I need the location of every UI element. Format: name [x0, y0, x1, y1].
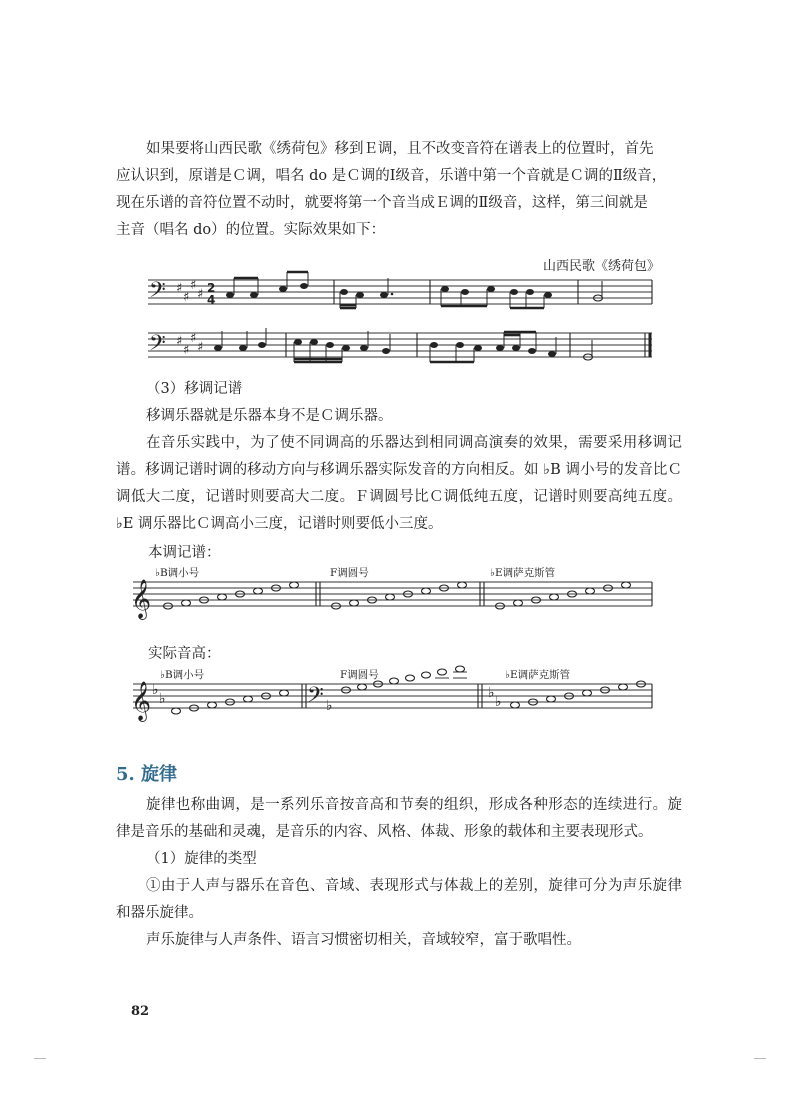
section5-p2: ①由于人声与器乐在音色、音域、表现形式与体裁上的差别，旋律可分为声乐旋律和器乐旋律。	[116, 878, 682, 921]
staff1-notes	[226, 272, 603, 308]
instrument-label: F调圆号	[330, 567, 369, 579]
treble-clef-icon: 𝄞	[131, 681, 152, 721]
instrument-label: ♭E调萨克斯管	[505, 669, 571, 681]
svg-text:♯: ♯	[190, 278, 197, 293]
section5-sub1: （1）旋律的类型	[146, 851, 257, 867]
instrument-label: ♭E调萨克斯管	[490, 567, 556, 579]
bass-clef-icon: 𝄢	[149, 278, 166, 308]
intro-line-4: 主音（唱名 do）的位置。实际效果如下：	[116, 222, 386, 238]
time-sig-bottom: 4	[207, 293, 216, 307]
svg-text:♯: ♯	[176, 281, 183, 296]
instrument-label: F调圆号	[340, 669, 379, 681]
svg-text:♭: ♭	[495, 694, 502, 710]
intro-line-3: 现在乐谱的音符位置不动时，就要将第一个音当成Ｅ调的Ⅱ级音，这样，第三间就是	[116, 195, 648, 211]
section3-title: （3）移调记谱	[146, 381, 243, 397]
actual-label: 实际音高：	[148, 646, 221, 662]
key-signature-sharps	[176, 278, 203, 358]
crop-mark	[754, 1058, 766, 1059]
svg-text:♭: ♭	[152, 682, 159, 698]
written-label: 本调记谱：	[148, 545, 221, 561]
intro-line-2: 应认识到，原谱是Ｃ调，唱名 do 是Ｃ调的Ⅰ级音，乐谱中第一个音就是Ｃ调的Ⅱ级音，	[116, 168, 667, 184]
svg-text:♭: ♭	[488, 685, 495, 701]
section5-heading: 5. 旋律	[116, 764, 178, 785]
section5-p1: 旋律也称曲调，是一系列乐音按音高和节奏的组织，形成各种形态的连续进行。旋律是音乐的基础和灵魂，是音乐的内容、风格、体裁、形象的载体和主要表现形式。	[116, 797, 682, 840]
bass-clef-icon: 𝄢	[307, 683, 324, 713]
svg-text:♯: ♯	[197, 287, 204, 302]
actual-pitch-staff	[0, 662, 800, 722]
time-sig-top: 2	[207, 281, 216, 295]
score-xiuhebao	[0, 270, 800, 380]
written-pitch-staff	[0, 560, 800, 620]
crop-mark	[34, 1058, 46, 1059]
svg-text:♯: ♯	[183, 343, 190, 358]
svg-text:♯: ♯	[190, 331, 197, 346]
written-scale-notes	[164, 582, 631, 609]
bass-clef-icon: 𝄢	[149, 331, 166, 361]
instrument-label: ♭B调小号	[155, 567, 200, 579]
svg-text:♭: ♭	[326, 698, 333, 714]
score-source-label: 山西民歌《绣荷包》	[542, 259, 660, 274]
page-number: 82	[131, 1004, 150, 1019]
intro-line-1: 如果要将山西民歌《绣荷包》移到Ｅ调，且不改变音符在谱表上的位置时，首先	[146, 141, 654, 157]
section3-p2: 在音乐实践中，为了使不同调高的乐器达到相同调高演奏的效果，需要采用移调记谱。移调记谱时调的移动方向与移调乐器实际发音的方向相反。如 ♭B 调小号的发音比Ｃ调低大二度，记谱时则要高大二度。Ｆ调圆号比Ｃ调低纯五度，记谱时则要高纯五度。♭E 调乐器比Ｃ调高小三度，记谱时则要低小三度。	[116, 435, 682, 532]
section5-p3: 声乐旋律与人声条件、语言习惯密切相关，音域较窄，富于歌唱性。	[146, 932, 581, 948]
svg-text:♭: ♭	[159, 691, 166, 707]
svg-text:♯: ♯	[197, 340, 204, 355]
key-signature-flats	[152, 682, 166, 707]
section3-p1: 移调乐器就是乐器本身不是Ｃ调乐器。	[146, 408, 393, 424]
instrument-label: ♭B调小号	[160, 669, 205, 681]
svg-text:♯: ♯	[183, 290, 190, 305]
treble-clef-icon: 𝄞	[131, 579, 152, 619]
svg-text:♯: ♯	[176, 334, 183, 349]
